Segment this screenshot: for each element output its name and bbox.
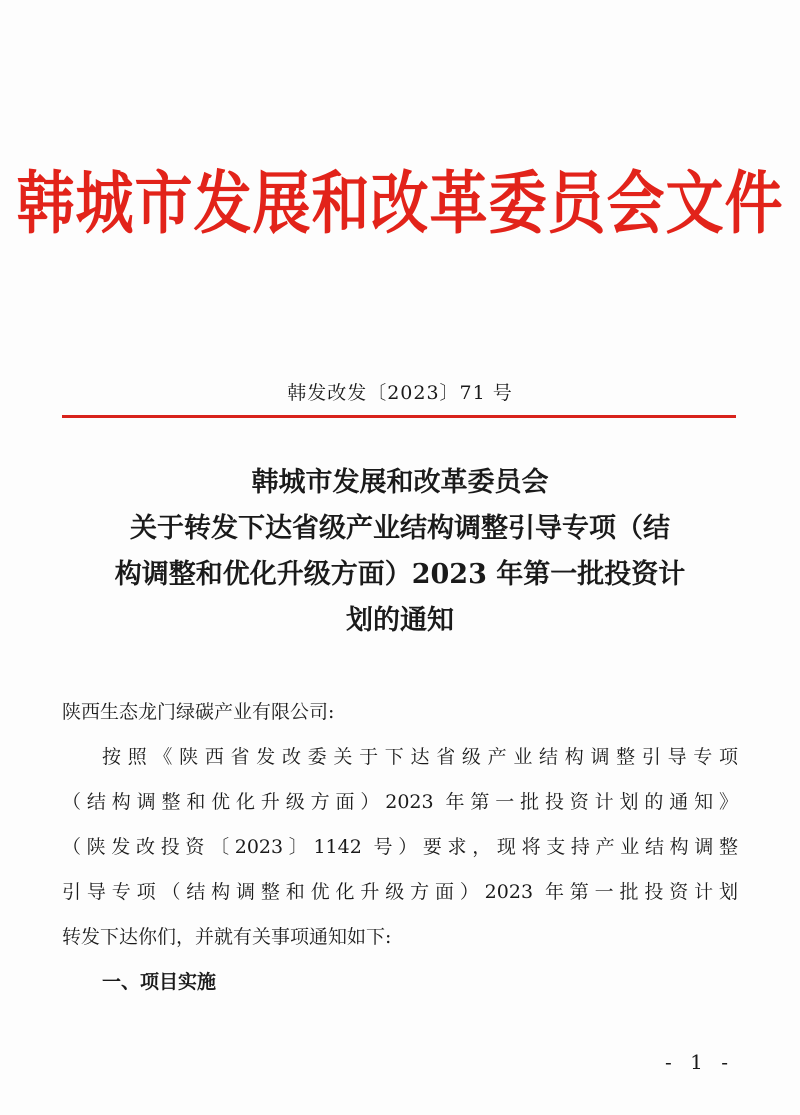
title-line-1: 韩城市发展和改革委员会: [251, 467, 549, 498]
red-divider-line: [62, 415, 736, 418]
section-heading: 一、项目实施: [102, 971, 217, 993]
title-line-2: 关于转发下达省级产业结构调整引导专项（结: [130, 513, 670, 544]
paragraph-line-2: （结构调整和优化升级方面）2023 年第一批投资计划的通知》: [62, 791, 738, 813]
page-number: - 1 -: [665, 1050, 734, 1074]
paragraph-line-1: 按照《陕西省发改委关于下达省级产业结构调整引导专项: [102, 746, 738, 768]
title-line-4: 划的通知: [346, 605, 454, 636]
document-title: [58, 460, 742, 644]
paragraph-line-4: 引导专项（结构调整和优化升级方面）2023 年第一批投资计划: [62, 881, 738, 903]
addressee: 陕西生态龙门绿碳产业有限公司:: [62, 701, 335, 723]
paragraph-line-5: 转发下达你们，并就有关事项通知如下:: [62, 926, 392, 948]
title-line-3: 构调整和优化升级方面）2023 年第一批投资计: [114, 559, 686, 590]
masthead-title: 韩城市发展和改革委员会文件: [16, 163, 784, 244]
document-number: 韩发改发〔2023〕71 号: [287, 382, 513, 404]
paragraph-line-3: （陕发改投资〔2023〕1142 号）要求，现将支持产业结构调整: [62, 836, 738, 858]
document-body: [62, 690, 738, 1005]
